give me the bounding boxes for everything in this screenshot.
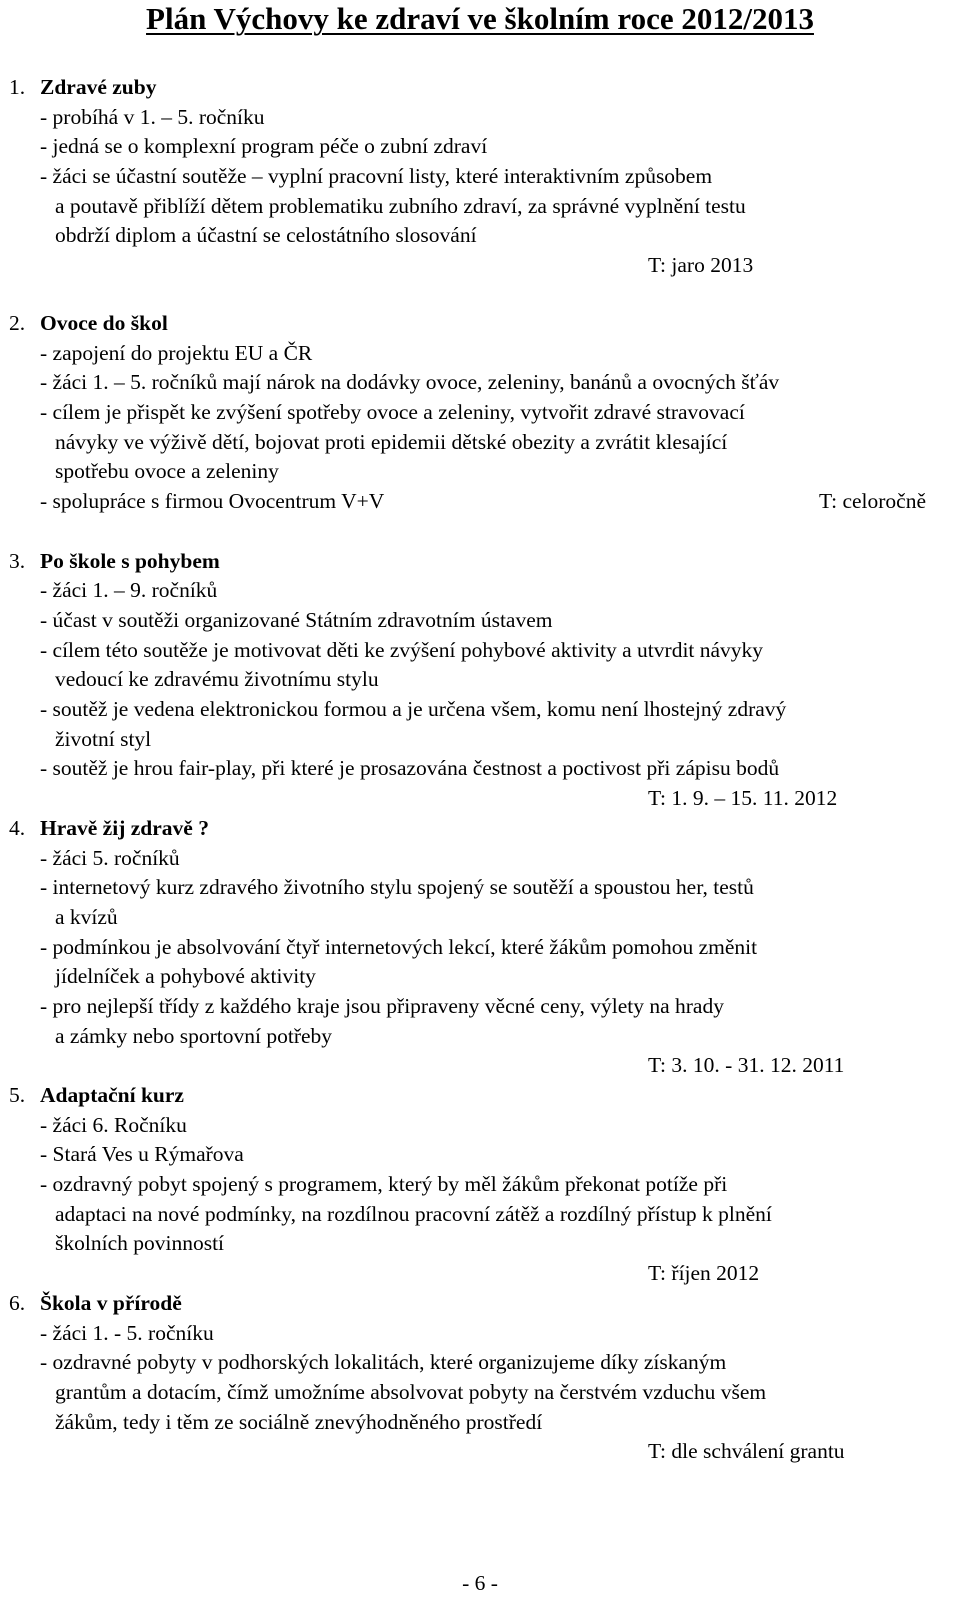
section-title: Ovoce do škol bbox=[40, 310, 168, 335]
list-item: - jedná se o komplexní program péče o zubní zdraví bbox=[40, 134, 488, 159]
list-item-continuation: žákům, tedy i těm ze sociálně znevýhodněného prostředí bbox=[55, 1409, 543, 1434]
term-date: T: 1. 9. – 15. 11. 2012 bbox=[648, 786, 838, 811]
section-title: Škola v přírodě bbox=[40, 1290, 182, 1315]
list-item: - žáci 1. – 5. ročníků mají nárok na dodávky ovoce, zeleniny, banánů a ovocných šťáv bbox=[40, 370, 780, 395]
term-date: T: jaro 2013 bbox=[648, 253, 754, 278]
list-item: - soutěž je hrou fair-play, při které je prosazována čestnost a poctivost při zápisu bodů bbox=[40, 756, 780, 781]
section-number: 6. bbox=[9, 1290, 26, 1315]
list-item-continuation: školních povinností bbox=[55, 1231, 225, 1256]
term-line bbox=[0, 1259, 960, 1289]
term-date: T: celoročně bbox=[819, 488, 926, 513]
section-5 bbox=[0, 1081, 960, 1289]
section-number: 2. bbox=[9, 310, 26, 335]
list-item-continuation: adaptaci na nové podmínky, na rozdílnou pracovní zátěž a rozdílný přístup k plnění bbox=[55, 1201, 772, 1226]
list-item: - podmínkou je absolvování čtyř internetových lekcí, které žákům pomohou změnit bbox=[40, 934, 758, 959]
term-line bbox=[0, 251, 960, 281]
section-title: Zdravé zuby bbox=[40, 75, 157, 99]
list-item: - cílem je přispět ke zvýšení spotřeby ovoce a zeleniny, vytvořit zdravé stravovací bbox=[40, 399, 745, 424]
list-item: - žáci 1. – 9. ročníků bbox=[40, 578, 218, 603]
section-heading bbox=[0, 1081, 960, 1111]
list-item: - pro nejlepší třídy z každého kraje jsou připraveny věcné ceny, výlety na hrady bbox=[40, 993, 724, 1018]
section-3 bbox=[0, 547, 960, 814]
section-title: Hravě žij zdravě ? bbox=[40, 815, 209, 840]
section-6 bbox=[0, 1289, 960, 1467]
list-item: - účast v soutěži organizované Státním zdravotním ústavem bbox=[40, 608, 553, 632]
list-item: - probíhá v 1. – 5. ročníku bbox=[40, 104, 265, 129]
section-4 bbox=[0, 814, 960, 1081]
list-item: - žáci se účastní soutěže – vyplní pracovní listy, které interaktivním způsobem bbox=[40, 164, 713, 189]
list-item: - žáci 1. - 5. ročníku bbox=[40, 1320, 214, 1345]
document-title bbox=[0, 0, 960, 38]
list-item-continuation: obdrží diplom a účastní se celostátního slosování bbox=[55, 223, 477, 248]
list-item-continuation: jídelníček a pohybové aktivity bbox=[55, 964, 316, 989]
section-heading bbox=[0, 814, 960, 844]
list-item-continuation: vedoucí ke zdravému životnímu stylu bbox=[55, 667, 379, 692]
list-item: - žáci 5. ročníků bbox=[40, 845, 180, 870]
term-date: T: 3. 10. - 31. 12. 2011 bbox=[648, 1053, 845, 1078]
list-item: - zapojení do projektu EU a ČR bbox=[40, 340, 313, 365]
term-line bbox=[0, 784, 960, 814]
section-number: 5. bbox=[9, 1083, 26, 1107]
list-item: - žáci 6. Ročníku bbox=[40, 1112, 187, 1137]
document-body bbox=[0, 73, 960, 1467]
list-item: - spolupráce s firmou Ovocentrum V+V T: celoročně bbox=[0, 487, 960, 517]
page-number: - 6 - bbox=[462, 1571, 498, 1595]
list-item-continuation: a zámky nebo sportovní potřeby bbox=[55, 1023, 333, 1048]
section-1 bbox=[0, 73, 960, 281]
section-title: Adaptační kurz bbox=[40, 1083, 184, 1107]
document-title-text: Plán Výchovy ke zdraví ve školním roce 2012/2013 bbox=[146, 1, 814, 36]
list-item: - internetový kurz zdravého životního stylu spojený se soutěží a spoustou her, testů bbox=[40, 875, 754, 900]
section-heading bbox=[0, 1289, 960, 1319]
list-item-continuation: a kvízů bbox=[55, 904, 118, 929]
list-item-continuation: grantům a dotacím, čímž umožníme absolvovat pobyty na čerstvém vzduchu všem bbox=[55, 1379, 767, 1404]
list-item-continuation: a poutavě přiblíží dětem problematiku zubního zdraví, za správné vyplnění testu bbox=[55, 193, 746, 218]
list-item: - ozdravný pobyt spojený s programem, který by měl žákům překonat potíže při bbox=[40, 1172, 728, 1197]
list-item: - soutěž je vedena elektronickou formou a je určena všem, komu není lhostejný zdravý bbox=[40, 697, 787, 722]
list-item-continuation: spotřebu ovoce a zeleniny bbox=[55, 459, 279, 484]
section-heading bbox=[0, 73, 960, 103]
section-heading bbox=[0, 547, 960, 577]
section-2 bbox=[0, 309, 960, 517]
list-item: - ozdravné pobyty v podhorských lokalitách, které organizujeme díky získaným bbox=[40, 1350, 727, 1375]
section-heading bbox=[0, 309, 960, 339]
list-item: - Stará Ves u Rýmařova bbox=[40, 1142, 244, 1167]
section-number: 3. bbox=[9, 548, 26, 573]
term-date: T: říjen 2012 bbox=[648, 1261, 760, 1286]
section-number: 4. bbox=[9, 815, 26, 840]
term-line bbox=[0, 1437, 960, 1467]
term-date: T: dle schválení grantu bbox=[648, 1439, 845, 1464]
list-item-continuation: návyky ve výživě dětí, bojovat proti epidemii dětské obezity a zvrátit klesající bbox=[55, 429, 728, 454]
list-item: - cílem této soutěže je motivovat děti ke zvýšení pohybové aktivity a utvrdit návyky bbox=[40, 637, 764, 662]
section-title: Po škole s pohybem bbox=[40, 548, 220, 573]
section-number: 1. bbox=[9, 75, 26, 99]
term-line bbox=[0, 1051, 960, 1081]
list-item-continuation: životní styl bbox=[55, 726, 152, 751]
